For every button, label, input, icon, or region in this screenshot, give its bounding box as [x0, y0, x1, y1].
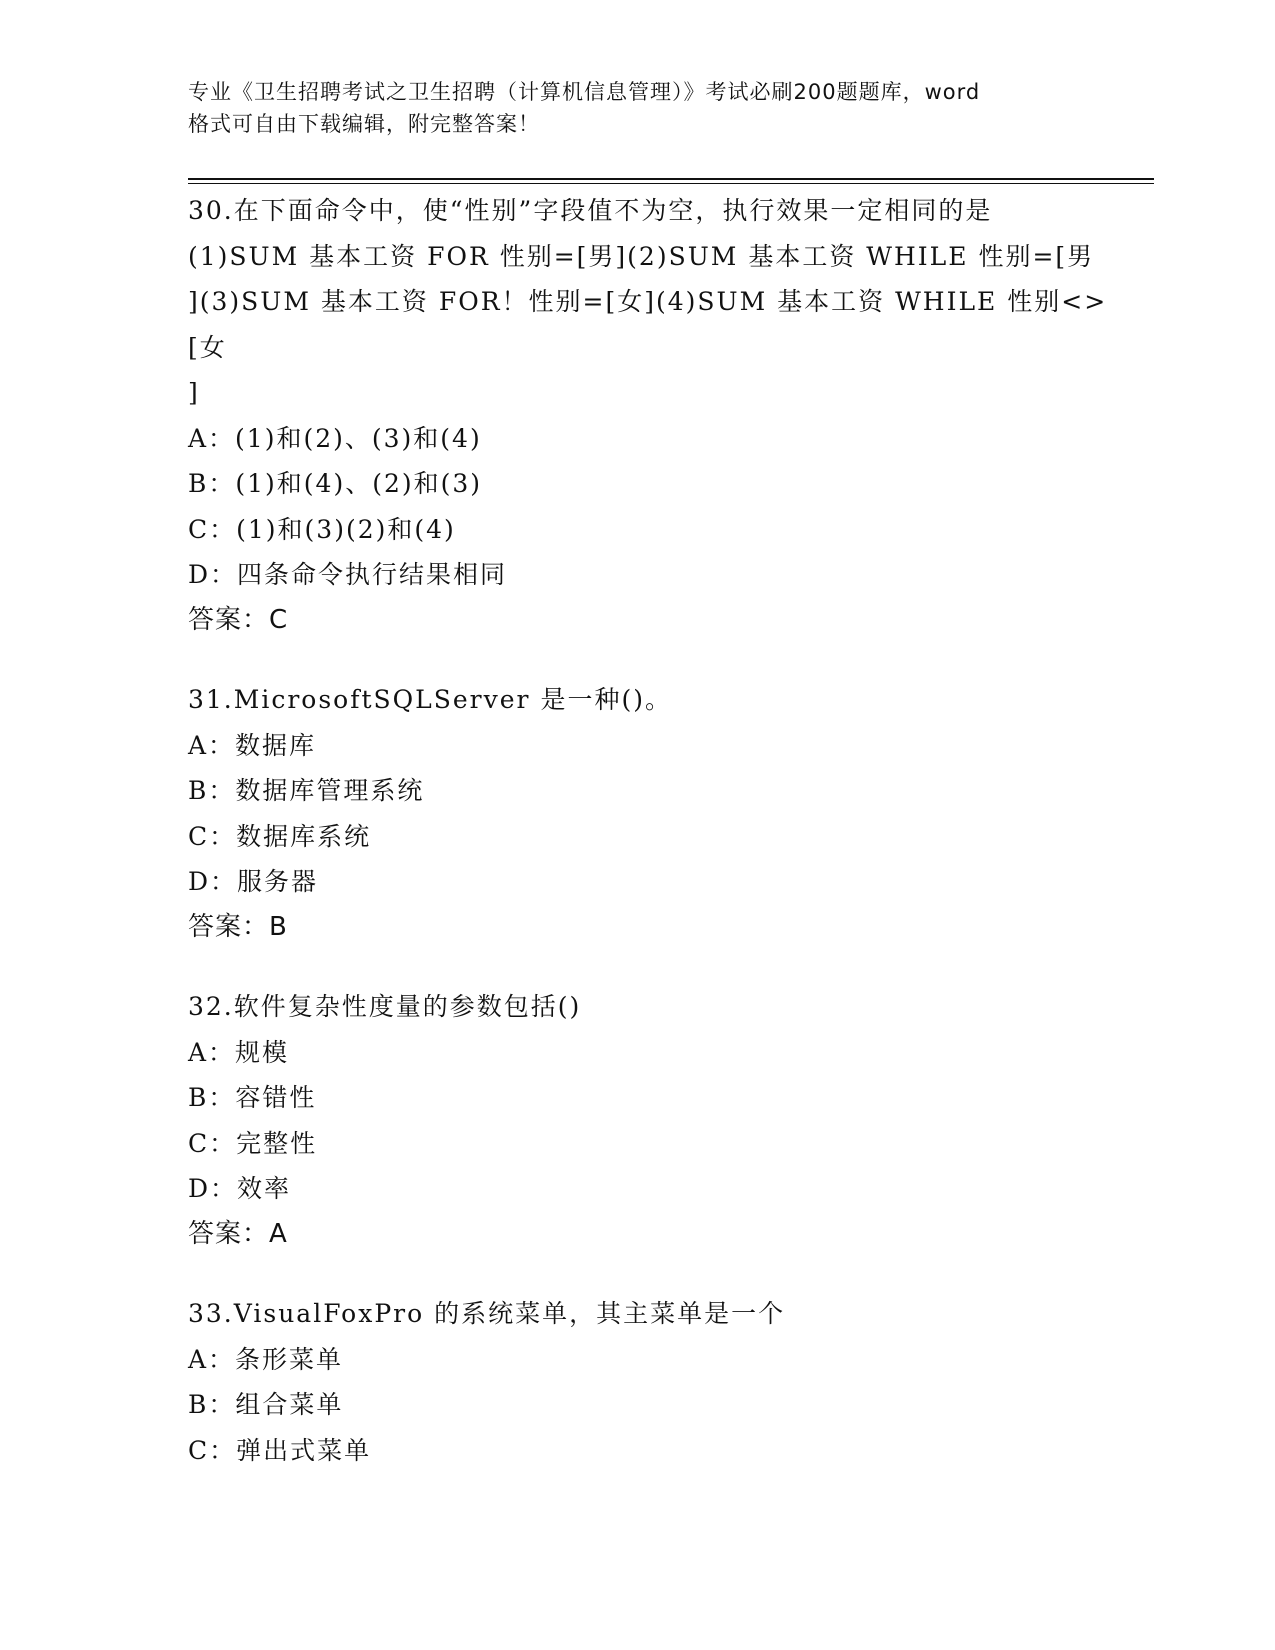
- question-stem-line: 31.MicrosoftSQLServer 是一种()。: [188, 685, 672, 714]
- option-a: A：规模: [188, 1037, 290, 1067]
- option-c: C：数据库系统: [188, 821, 372, 851]
- option-b: B：数据库管理系统: [188, 776, 425, 805]
- question-stem-line: (1)SUM 基本工资 FOR 性别=[男](2)SUM 基本工资 WHILE 性别=[男: [188, 241, 1095, 271]
- question-stem-line: 32.软件复杂性度量的参数包括(): [188, 992, 582, 1021]
- question-30: [188, 188, 1108, 643]
- option-b: B：(1)和(4)、(2)和(3): [188, 469, 483, 498]
- question-stem-line: ](3)SUM 基本工资 FOR！性别=[女](4)SUM 基本工资 WHILE 性别<>[女: [188, 287, 1108, 362]
- option-c: C：弹出式菜单: [188, 1435, 372, 1465]
- option-a: A：条形菜单: [188, 1344, 344, 1374]
- option-a: A：数据库: [188, 730, 317, 760]
- option-a: A：(1)和(2)、(3)和(4): [188, 423, 482, 453]
- question-32: [188, 984, 1108, 1257]
- document-header: [188, 76, 1088, 140]
- option-d: D：服务器: [188, 867, 319, 896]
- header-line-1: 专业《卫生招聘考试之卫生招聘（计算机信息管理）》考试必刷200题题库，word: [188, 80, 981, 104]
- question-stem-line: ]: [188, 378, 200, 407]
- question-31: [188, 677, 1108, 950]
- question-stem-line: 33.VisualFoxPro 的系统菜单，其主菜单是一个: [188, 1299, 786, 1328]
- option-d: D：四条命令执行结果相同: [188, 560, 508, 589]
- option-c: C：完整性: [188, 1128, 318, 1158]
- question-stem-line: 30.在下面命令中，使“性别”字段值不为空，执行效果一定相同的是: [188, 196, 993, 225]
- option-c: C：(1)和(3)(2)和(4): [188, 514, 456, 544]
- header-divider-bottom: [188, 183, 1154, 184]
- option-d: D：效率: [188, 1174, 292, 1203]
- answer-line: 答案：A: [188, 1218, 288, 1249]
- option-b: B：容错性: [188, 1083, 317, 1112]
- header-line-2: 格式可自由下载编辑，附完整答案！: [188, 112, 540, 136]
- answer-line: 答案：B: [188, 911, 288, 942]
- answer-line: 答案：C: [188, 604, 289, 635]
- option-b: B：组合菜单: [188, 1390, 344, 1419]
- question-33: [188, 1291, 1108, 1473]
- header-divider-top: [188, 178, 1154, 180]
- question-list: [188, 188, 1108, 1507]
